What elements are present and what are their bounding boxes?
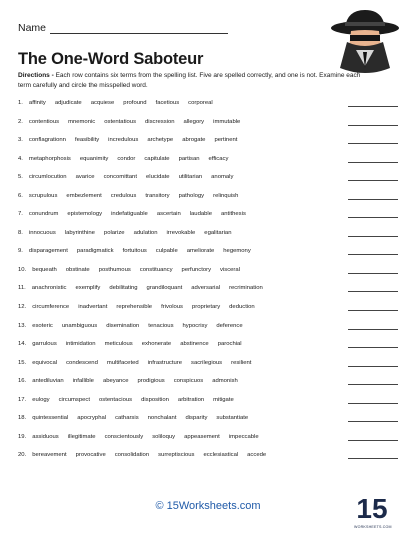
term[interactable]: adulation (133, 229, 158, 236)
term[interactable]: partisan (178, 155, 200, 162)
term[interactable]: mitigate (213, 396, 234, 403)
answer-line[interactable] (348, 217, 398, 218)
term[interactable]: equivocal (32, 359, 58, 366)
term[interactable]: inadvertant (78, 304, 108, 311)
table-row (18, 301, 408, 320)
term[interactable]: intimidation (65, 341, 96, 348)
row-number: 1. (18, 100, 23, 106)
term[interactable]: antithesis (221, 211, 246, 218)
term[interactable]: hegemony (223, 248, 251, 255)
name-label: Name (18, 22, 47, 34)
table-row (18, 208, 408, 227)
term[interactable]: allegory (183, 118, 205, 125)
term[interactable]: consolidation (114, 452, 150, 459)
answer-line[interactable] (348, 291, 398, 292)
term[interactable]: facetious (155, 100, 180, 106)
row-number: 12. (18, 304, 27, 311)
term[interactable]: utilitarian (178, 174, 203, 181)
answer-line[interactable] (348, 458, 398, 459)
table-row (18, 282, 408, 301)
term[interactable]: elucidate (145, 174, 170, 181)
term[interactable]: exhonerate (141, 341, 172, 348)
answer-line[interactable] (348, 162, 398, 163)
term[interactable]: arbitration (177, 396, 205, 403)
term[interactable]: pathology (178, 192, 205, 199)
table-row (18, 394, 408, 413)
row-number: 3. (18, 137, 23, 144)
term[interactable]: substantiate (216, 415, 249, 422)
term[interactable]: feasibility (74, 137, 100, 144)
table-row (18, 338, 408, 357)
row-number: 19. (18, 433, 27, 440)
row-number: 4. (18, 155, 23, 162)
term[interactable]: avarice (75, 174, 95, 181)
term[interactable]: posthumous (98, 266, 131, 273)
term[interactable]: ameliorate (186, 248, 215, 255)
term[interactable]: anomaly (211, 174, 234, 181)
table-row (18, 134, 408, 153)
table-row (18, 116, 408, 135)
page-title: The One-Word Saboteur (18, 50, 204, 68)
term[interactable]: discression (145, 118, 175, 125)
term[interactable]: reprehensible (116, 304, 153, 311)
table-row (18, 264, 408, 283)
row-number: 17. (18, 396, 27, 403)
term[interactable]: bequeath (32, 266, 57, 273)
row-number: 13. (18, 322, 27, 329)
term[interactable]: affinity (28, 100, 46, 106)
term[interactable]: disposition (141, 396, 169, 403)
term[interactable]: epistemology (67, 211, 103, 218)
term[interactable]: adjudicate (54, 100, 82, 106)
answer-line[interactable] (348, 310, 398, 311)
answer-line[interactable] (348, 329, 398, 330)
term[interactable]: illegitimate (67, 433, 96, 440)
term[interactable]: concomittant (103, 174, 137, 181)
term[interactable]: irrevokable (166, 229, 196, 236)
table-row (18, 449, 408, 468)
term[interactable]: profound (123, 100, 147, 106)
term[interactable]: provocative (75, 452, 106, 459)
term[interactable]: visceral (220, 266, 240, 273)
row-number: 11. (18, 285, 26, 292)
table-row (18, 357, 408, 376)
term[interactable]: ostentacious (99, 396, 133, 403)
term[interactable]: conscientously (104, 433, 144, 440)
term[interactable]: metaphorphosis (28, 155, 71, 162)
term[interactable]: credulous (110, 192, 137, 199)
term[interactable]: abeyance (102, 378, 129, 385)
term[interactable]: deference (216, 322, 243, 329)
term[interactable]: abrogate (182, 137, 206, 144)
term[interactable]: assiduous (32, 433, 59, 440)
answer-line[interactable] (348, 143, 398, 144)
term[interactable]: innocuous (28, 229, 56, 236)
row-number: 15. (18, 359, 27, 366)
term[interactable]: ecclesiastical (203, 452, 239, 459)
term[interactable]: anachronistic (31, 285, 67, 292)
term[interactable]: acquiese (90, 100, 115, 106)
term[interactable]: admonish (212, 378, 238, 385)
table-row (18, 320, 408, 339)
term[interactable]: disparity (185, 415, 208, 422)
term[interactable]: recrimination (229, 285, 263, 292)
term[interactable]: prodigious (137, 378, 165, 385)
row-number: 8. (18, 229, 23, 236)
term[interactable]: mnemonic (68, 118, 96, 125)
term[interactable]: grandiloquant (146, 285, 183, 292)
table-row (18, 171, 408, 190)
term[interactable]: esoteric (32, 322, 53, 329)
term[interactable]: archetype (147, 137, 174, 144)
term[interactable]: embezlement (66, 192, 102, 199)
term[interactable]: relinquish (213, 192, 239, 199)
term[interactable]: proprietary (192, 304, 221, 311)
directions-body: Each row contains six terms from the spelling list. Five are spelled correctly, and one is not. Examine each term carefully and circle the misspelled word. (18, 72, 361, 89)
term[interactable]: scrupulous (28, 192, 58, 199)
term[interactable]: condor (117, 155, 136, 162)
term[interactable]: disemination (106, 322, 140, 329)
answer-line[interactable] (348, 125, 398, 126)
term[interactable]: pertinent (214, 137, 238, 144)
term[interactable]: abstinence (180, 341, 209, 348)
term[interactable]: antediluvian (32, 378, 64, 385)
answer-line[interactable] (348, 106, 398, 107)
row-number: 5. (18, 174, 23, 181)
word-rows (18, 97, 408, 468)
term[interactable]: catharsis (115, 415, 139, 422)
row-number: 14. (18, 341, 27, 348)
table-row (18, 190, 408, 209)
term[interactable]: eulogy (32, 396, 50, 403)
table-row (18, 431, 408, 450)
term[interactable]: apocryphal (77, 415, 107, 422)
term[interactable]: garrulous (32, 341, 57, 348)
directions-label: Directions - (18, 72, 54, 79)
answer-line[interactable] (348, 384, 398, 385)
term[interactable]: ascertain (156, 211, 181, 218)
answer-line[interactable] (348, 347, 398, 348)
term[interactable]: indefatiguable (111, 211, 148, 218)
term[interactable]: capitulate (144, 155, 170, 162)
term[interactable]: multifaceted (106, 359, 139, 366)
term[interactable]: polarize (103, 229, 125, 236)
term[interactable]: corporeal (188, 100, 213, 106)
answer-line[interactable] (348, 440, 398, 441)
term[interactable]: culpable (155, 248, 178, 255)
term[interactable]: conflagrationn (28, 137, 66, 144)
answer-line[interactable] (348, 366, 398, 367)
term[interactable]: laudable (189, 211, 212, 218)
term[interactable]: efficacy (208, 155, 229, 162)
answer-line[interactable] (348, 199, 398, 200)
logo-number: 15 (356, 493, 388, 524)
term[interactable]: conspicuos (173, 378, 204, 385)
term[interactable]: infallible (72, 378, 94, 385)
term[interactable]: appeasement (184, 433, 220, 440)
spy-icon (330, 8, 400, 78)
term[interactable]: unambiguous (61, 322, 98, 329)
row-number: 18. (18, 415, 27, 422)
term[interactable]: conundrum (28, 211, 59, 218)
row-number: 9. (18, 248, 23, 255)
term[interactable]: bereavement (32, 452, 67, 459)
term[interactable]: fortuitous (122, 248, 147, 255)
term[interactable]: sacrilegious (191, 359, 223, 366)
table-row (18, 245, 408, 264)
table-row (18, 97, 408, 116)
term[interactable]: soliloquy (152, 433, 176, 440)
term[interactable]: incredulous (108, 137, 139, 144)
term[interactable]: equanimity (79, 155, 109, 162)
table-row (18, 375, 408, 394)
term[interactable]: adversarial (191, 285, 221, 292)
term[interactable]: ostentatious (104, 118, 137, 125)
name-blank-line[interactable] (50, 23, 228, 34)
term[interactable]: contentious (28, 118, 60, 125)
term[interactable]: exemplify (75, 285, 101, 292)
table-row (18, 227, 408, 246)
table-row (18, 412, 408, 431)
answer-line[interactable] (348, 403, 398, 404)
term[interactable]: parochial (217, 341, 242, 348)
name-field-row (18, 22, 228, 34)
term[interactable]: nonchalant (147, 415, 177, 422)
row-number: 2. (18, 118, 23, 125)
answer-line[interactable] (348, 421, 398, 422)
answer-line[interactable] (348, 236, 398, 237)
term[interactable]: impeccable (228, 433, 259, 440)
row-number: 7. (18, 211, 23, 218)
term[interactable]: obstinate (65, 266, 90, 273)
term[interactable]: quintessential (32, 415, 69, 422)
term[interactable]: constituancy (139, 266, 173, 273)
answer-line[interactable] (348, 273, 398, 274)
term[interactable]: circumspect (58, 396, 90, 403)
row-number: 6. (18, 192, 23, 199)
term[interactable]: hypocrisy (182, 322, 208, 329)
term[interactable]: circumference (32, 304, 70, 311)
answer-line[interactable] (348, 180, 398, 181)
directions-text (18, 71, 363, 90)
row-number: 20. (18, 452, 27, 459)
term[interactable]: egalitarian (204, 229, 232, 236)
term[interactable]: debilitating (109, 285, 138, 292)
worksheets-logo (354, 494, 390, 532)
term[interactable]: resilient (231, 359, 252, 366)
term[interactable]: condescend (66, 359, 98, 366)
answer-line[interactable] (348, 254, 398, 255)
term[interactable]: deduction (229, 304, 255, 311)
term[interactable]: surreptiscious (158, 452, 195, 459)
row-number: 16. (18, 378, 27, 385)
term[interactable]: tenacious (148, 322, 174, 329)
term[interactable]: infrastructure (147, 359, 183, 366)
term[interactable]: frivolous (161, 304, 183, 311)
term[interactable]: labyrinthine (64, 229, 95, 236)
term[interactable]: paradigmatick (76, 248, 114, 255)
term[interactable]: perfunctory (181, 266, 212, 273)
table-row (18, 153, 408, 172)
term[interactable]: meticulous (104, 341, 133, 348)
term[interactable]: immutable (213, 118, 241, 125)
term[interactable]: circumlocution (28, 174, 67, 181)
row-number: 10. (18, 266, 27, 273)
term[interactable]: accede (247, 452, 267, 459)
copyright-footer[interactable]: © 15Worksheets.com (155, 500, 261, 512)
term[interactable]: disparagement (28, 248, 68, 255)
logo-subtext: WORKSHEETS.COM (354, 525, 392, 529)
term[interactable]: transitory (145, 192, 170, 199)
